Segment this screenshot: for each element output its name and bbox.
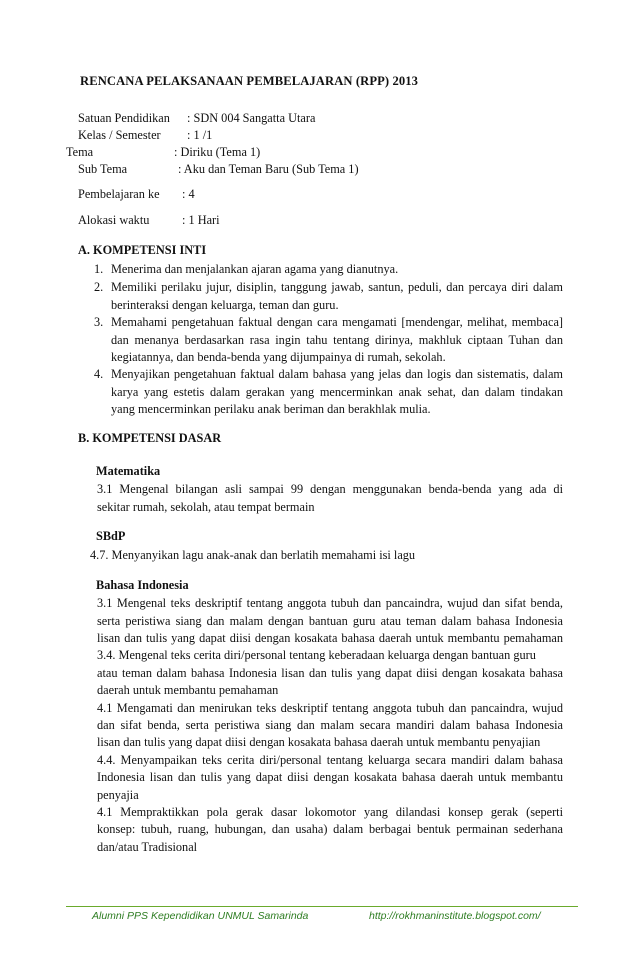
ki-item-line: Memiliki perilaku jujur, disiplin, tanggung jawab, santun, peduli, dan percaya diri dalam (111, 280, 563, 294)
bahasa-line: atau teman dalam bahasa Indonesia lisan dan tulis yang dapat diisi dengan kosakata bahasa (97, 666, 563, 680)
kelas-value: : 1 /1 (187, 128, 213, 142)
bahasa-title: Bahasa Indonesia (96, 578, 189, 592)
matematika-line: sekitar rumah, sekolah, atau tempat bermain (97, 500, 315, 514)
sbdp-line: 4.7. Menyanyikan lagu anak-anak dan berlatih memahami isi lagu (90, 548, 416, 562)
satuan-value: : SDN 004 Sangatta Utara (187, 111, 316, 125)
bahasa-line: lisan dan tulis yang dapat diisi dengan kosakata bahasa daerah untuk membantu penyajian (97, 735, 541, 749)
tema-value: : Diriku (Tema 1) (174, 145, 261, 159)
bahasa-line: lisan dan tulis yang dapat diisi dengan kosakata bahasa daerah untuk membantu pemahaman (97, 631, 563, 645)
ki-item-line: berinteraksi dengan keluarga, teman dan guru. (111, 298, 339, 312)
footer-rule (66, 906, 578, 907)
ki-item-line: dan menanya berdasarkan rasa ingin tahu tentang dirinya, makhluk ciptaan Tuhan dan (111, 333, 563, 347)
kd-heading: B. KOMPETENSI DASAR (78, 431, 222, 445)
pembelajaran-value: : 4 (182, 187, 195, 201)
matematika-line: 3.1 Mengenal bilangan asli sampai 99 dengan menggunakan benda-benda yang ada di (97, 482, 563, 496)
satuan-label: Satuan Pendidikan (78, 111, 170, 125)
ki-item-line: Menerima dan menjalankan ajaran agama yang dianutnya. (111, 262, 399, 276)
ki-item-line: Menyajikan pengetahuan faktual dalam bahasa yang jelas dan logis dan sistematis, dalam (111, 367, 563, 381)
bahasa-line: dan sifat benda, serta peristiwa siang dan malam secara mandiri dalam bahasa Indonesia (97, 718, 563, 732)
bahasa-line: 4.1 Mempraktikkan pola gerak dasar lokomotor yang dilandasi konsep gerak (seperti (97, 805, 563, 819)
subtema-label: Sub Tema (78, 162, 128, 176)
alokasi-label: Alokasi waktu (78, 213, 150, 227)
ki-item-line: yang mencerminkan perilaku anak beriman dan berakhlak mulia. (111, 402, 431, 416)
bahasa-line: penyajia (97, 788, 139, 802)
ki-item-number: 2. (94, 280, 104, 294)
bahasa-line: Indonesia lisan dan tulis yang dapat diisi dengan kosakata bahasa daerah untuk membantu (97, 770, 563, 784)
bahasa-line: 3.1 Mengenal teks deskriptif tentang anggota tubuh dan pancaindra, wujud dan sifat benda, (97, 596, 563, 610)
ki-item-number: 3. (94, 315, 104, 329)
footer-left-text: Alumni PPS Kependidikan UNMUL Samarinda (92, 910, 309, 922)
bahasa-line: dan/atau Tradisional (97, 840, 198, 854)
ki-item-line: Memahami pengetahuan faktual dengan cara mengamati [mendengar, melihat, membaca] (111, 315, 563, 329)
ki-heading: A. KOMPETENSI INTI (78, 243, 207, 257)
alokasi-value: : 1 Hari (182, 213, 220, 227)
bahasa-line: 4.4. Menyampaikan teks cerita diri/personal tentang keluarga secara mandiri dalam bahasa (97, 753, 563, 767)
kelas-label: Kelas / Semester (78, 128, 161, 142)
subtema-value: : Aku dan Teman Baru (Sub Tema 1) (178, 162, 359, 176)
ki-item-number: 4. (94, 367, 104, 381)
ki-item-line: kegiatannya, dan benda-benda yang dijumpainya di rumah, sekolah. (111, 350, 446, 364)
footer-url-link[interactable]: http://rokhmaninstitute.blogspot.com/ (369, 910, 541, 922)
bahasa-line: 3.4. Mengenal teks cerita diri/personal tentang keberadaan keluarga dengan bantuan guru (97, 648, 536, 662)
ki-item-number: 1. (94, 262, 104, 276)
bahasa-line: serta peristiwa siang dan malam dengan bantuan guru atau teman dalam bahasa Indonesia (97, 614, 563, 628)
bahasa-line: daerah untuk membantu pemahaman (97, 683, 279, 697)
bahasa-line: konsep: tubuh, ruang, hubungan, dan usaha) dalam berbagai bentuk permainan sederhana (97, 822, 563, 836)
bahasa-line: 4.1 Mengamati dan menirukan teks deskriptif tentang anggota tubuh dan pancaindra, wujud (97, 701, 563, 715)
tema-label: Tema (66, 145, 94, 159)
ki-item-line: karya yang estetis dalam gerakan yang mencerminkan anak sehat, dan dalam tindakan (111, 385, 563, 399)
pembelajaran-label: Pembelajaran ke (78, 187, 160, 201)
document-title: RENCANA PELAKSANAAN PEMBELAJARAN (RPP) 2013 (80, 74, 419, 88)
sbdp-title: SBdP (96, 529, 126, 543)
matematika-title: Matematika (96, 464, 161, 478)
